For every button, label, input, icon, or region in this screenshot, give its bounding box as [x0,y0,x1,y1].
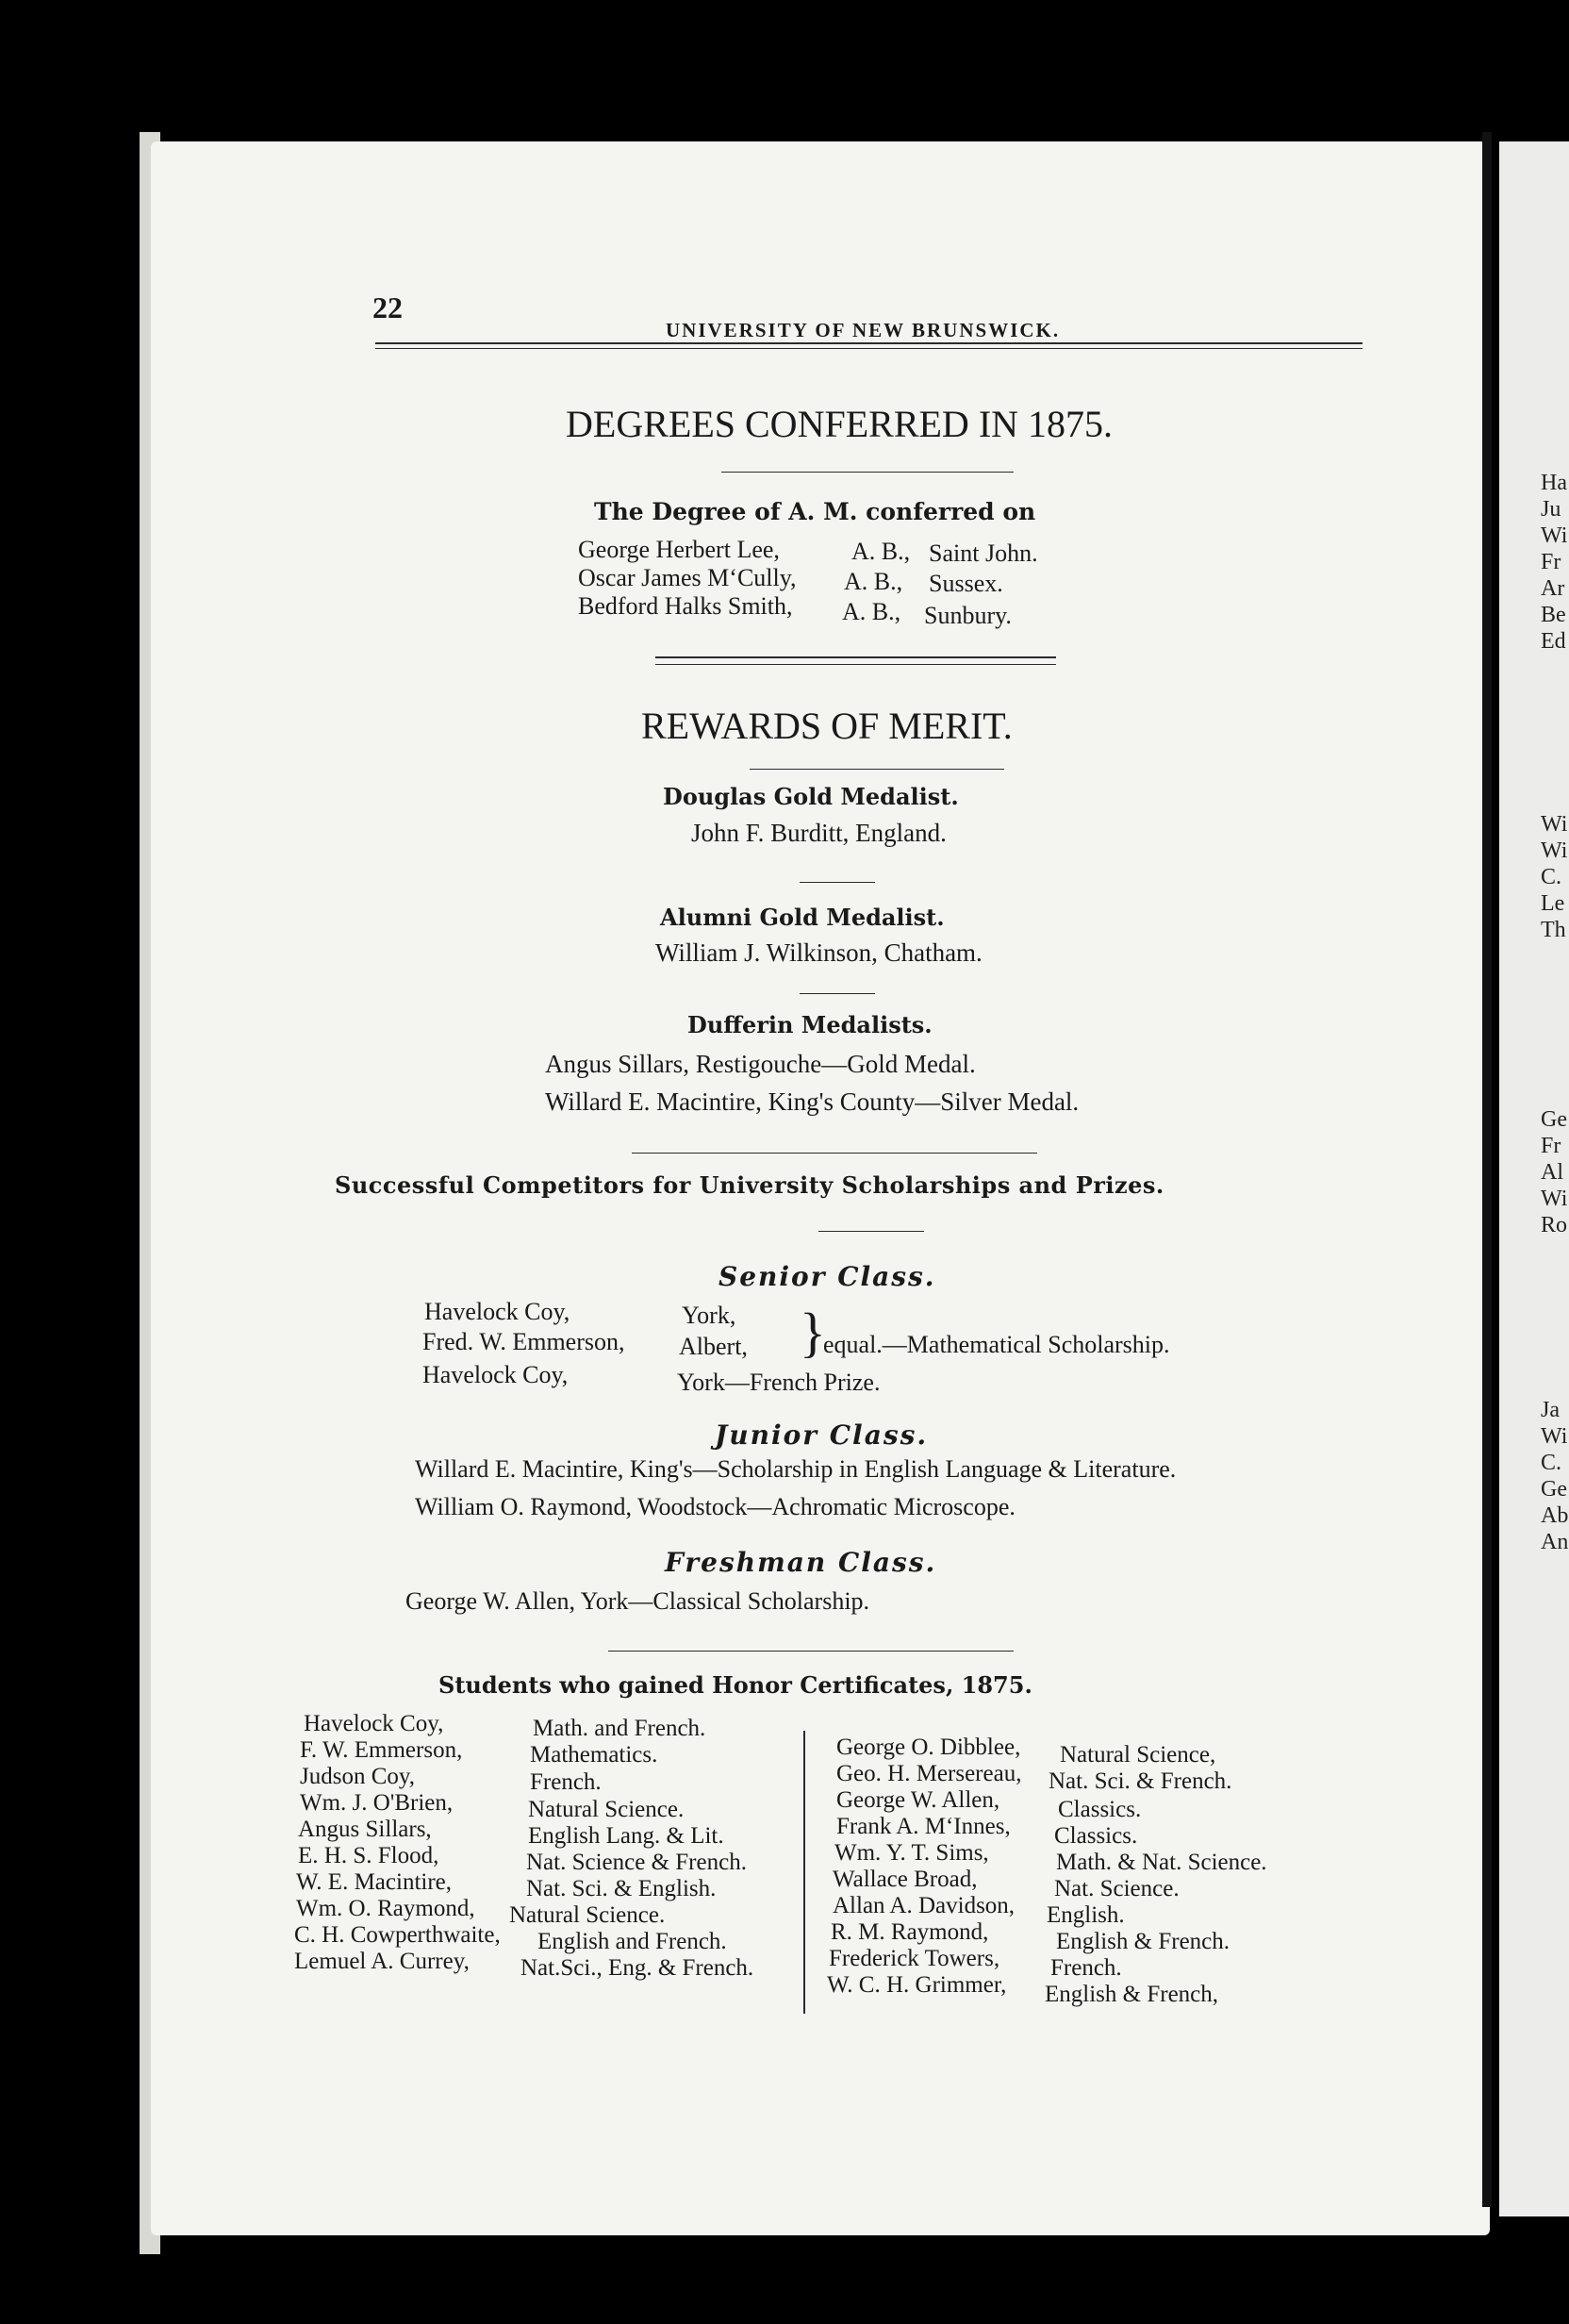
double-rule [655,664,1056,665]
fragment: Fr [1541,550,1561,574]
honor-subject: Nat. Sci. & English. [526,1876,717,1901]
honor-name: Allan A. Davidson, [833,1893,1016,1918]
honor-name: Judson Coy, [300,1764,416,1789]
honor-name: Frank A. M‘Innes, [836,1814,1011,1839]
honors-heading: Students who gained Honor Certificates, 1875. [438,1671,1032,1699]
double-rule [655,656,1056,658]
fragment: Wi [1541,838,1568,863]
header-rule [375,342,1363,344]
fragment: Wi [1541,1424,1568,1449]
honor-subject: English. [1047,1902,1125,1928]
dufferin-recipient: Angus Sillars, Restigouche—Gold Medal. [545,1050,976,1078]
honor-subject: Natural Science, [1060,1742,1216,1768]
honor-subject: French. [530,1769,602,1795]
short-rule [800,882,875,883]
honor-subject: English & French, [1045,1982,1219,2007]
running-title: UNIVERSITY OF NEW BRUNSWICK. [666,319,1061,341]
scholarships-heading: Successful Competitors for University Scholarships and Prizes. [335,1171,1164,1199]
fragment: Th [1541,918,1566,942]
fragment: Ju [1541,497,1561,522]
fragment: Al [1541,1160,1563,1185]
fragment: Ed [1541,629,1566,654]
scholar-name: Havelock Coy, [422,1361,569,1388]
fragment: Wi [1541,812,1568,837]
honor-subject: Math. and French. [533,1716,706,1741]
honor-name: Wm. O. Raymond, [296,1896,475,1921]
alumni-heading: Alumni Gold Medalist. [660,904,945,931]
honor-name: George O. Dibblee, [836,1735,1021,1760]
scholar-name: Havelock Coy, [424,1298,570,1325]
degree-abbr: A. B., [842,598,901,625]
brace: } [800,1302,826,1363]
honor-subject: Classics. [1058,1797,1142,1822]
honor-subject: Nat. Science. [1054,1876,1180,1901]
degree-place: Sussex. [929,570,1003,597]
honor-name: Wallace Broad, [833,1867,978,1892]
honor-name: Lemuel A. Currey, [294,1949,470,1974]
honor-subject: English Lang. & Lit. [528,1823,724,1849]
short-rule [800,993,875,994]
honor-name: W. C. H. Grimmer, [827,1972,1007,1998]
degree-place: Saint John. [929,540,1038,567]
section-rule [608,1651,1014,1652]
alumni-recipient: William J. Wilkinson, Chatham. [655,938,983,967]
douglas-heading: Douglas Gold Medalist. [663,783,959,810]
honor-subject: French. [1050,1955,1122,1981]
scholar-name: Fred. W. Emmerson, [422,1328,625,1355]
honor-name: E. H. S. Flood, [298,1843,439,1868]
freshman-class-heading: Freshman Class. [665,1547,937,1578]
fragment: C. [1541,865,1562,889]
fragment: Ab [1541,1503,1569,1528]
rewards-rule [750,769,1004,770]
dufferin-heading: Dufferin Medalists. [687,1011,933,1038]
dufferin-recipient: Willard E. Macintire, King's County—Silver Medal. [545,1087,1080,1116]
degree-name: Bedford Halks Smith, [578,592,793,620]
degree-abbr: A. B., [851,538,911,565]
fragment: Ge [1541,1477,1567,1502]
honor-subject: Natural Science. [509,1902,666,1928]
honor-subject: English & French. [1056,1929,1230,1954]
scholarships-rule [818,1231,924,1232]
fragment: Le [1541,891,1565,916]
fragment: Be [1541,603,1566,627]
honor-subject: Nat. Sci. & French. [1049,1768,1232,1794]
honor-subject: Natural Science. [528,1797,685,1822]
honor-name: C. H. Cowperthwaite, [294,1922,501,1948]
senior-class-heading: Senior Class. [718,1261,936,1292]
book-gutter [1482,132,1492,2207]
honor-name: George W. Allen, [836,1787,1000,1813]
fragment: Ja [1541,1398,1560,1422]
fragment: Wi [1541,1187,1568,1211]
honor-name: Geo. H. Mersereau, [836,1761,1022,1786]
junior-class-heading: Junior Class. [715,1419,929,1451]
scholar-place: York—French Prize. [677,1369,881,1396]
fragment: Ar [1541,576,1565,601]
honor-subject: Nat. Science & French. [526,1850,747,1875]
degree-name: Oscar James M‘Cully, [578,564,797,591]
header-rule-2 [375,348,1363,349]
junior-scholar: William O. Raymond, Woodstock—Achromatic Microscope. [415,1493,1016,1520]
degrees-subtitle: The Degree of A. M. conferred on [594,498,1036,525]
scholar-place: York, [682,1302,736,1329]
junior-scholar: Willard E. Macintire, King's—Scholarship in English Language & Literature. [415,1455,1177,1483]
honor-subject: Math. & Nat. Science. [1056,1850,1267,1875]
section-rule [632,1153,1037,1154]
honor-subject: Nat.Sci., Eng. & French. [520,1955,754,1981]
honor-name: Wm. Y. T. Sims, [834,1840,989,1866]
douglas-recipient: John F. Burditt, England. [691,819,947,847]
freshman-scholar: George W. Allen, York—Classical Scholarship. [405,1587,870,1615]
honor-name: F. W. Emmerson, [300,1737,463,1763]
fragment: C. [1541,1451,1562,1475]
fragment: Ro [1541,1213,1568,1237]
fragment: Ge [1541,1107,1567,1132]
honor-subject: Classics. [1054,1823,1138,1849]
honor-name: W. E. Macintire, [296,1869,453,1895]
honor-name: Frederick Towers, [829,1946,1000,1971]
degree-place: Sunbury. [924,602,1012,629]
honor-subject: English and French. [537,1929,727,1954]
degrees-title: DEGREES CONFERRED IN 1875. [566,403,1114,445]
honors-column-divider [803,1731,805,2014]
degree-abbr: A. B., [844,568,903,595]
fragment: Fr [1541,1134,1561,1158]
degrees-rule [721,472,1014,473]
rewards-title: REWARDS OF MERIT. [641,705,1013,747]
degree-name: George Herbert Lee, [578,536,780,563]
scholarship-note: equal.—Mathematical Scholarship. [823,1331,1170,1358]
fragment: Wi [1541,523,1568,548]
fragment: An [1541,1530,1569,1554]
honor-name: Havelock Coy, [304,1711,444,1736]
honor-subject: Mathematics. [530,1742,658,1768]
honor-name: Angus Sillars, [298,1817,432,1842]
honor-name: R. M. Raymond, [831,1919,989,1945]
honor-name: Wm. J. O'Brien, [300,1790,454,1816]
fragment: Ha [1541,471,1567,495]
page-number: 22 [372,290,403,324]
scholar-place: Albert, [679,1333,748,1360]
